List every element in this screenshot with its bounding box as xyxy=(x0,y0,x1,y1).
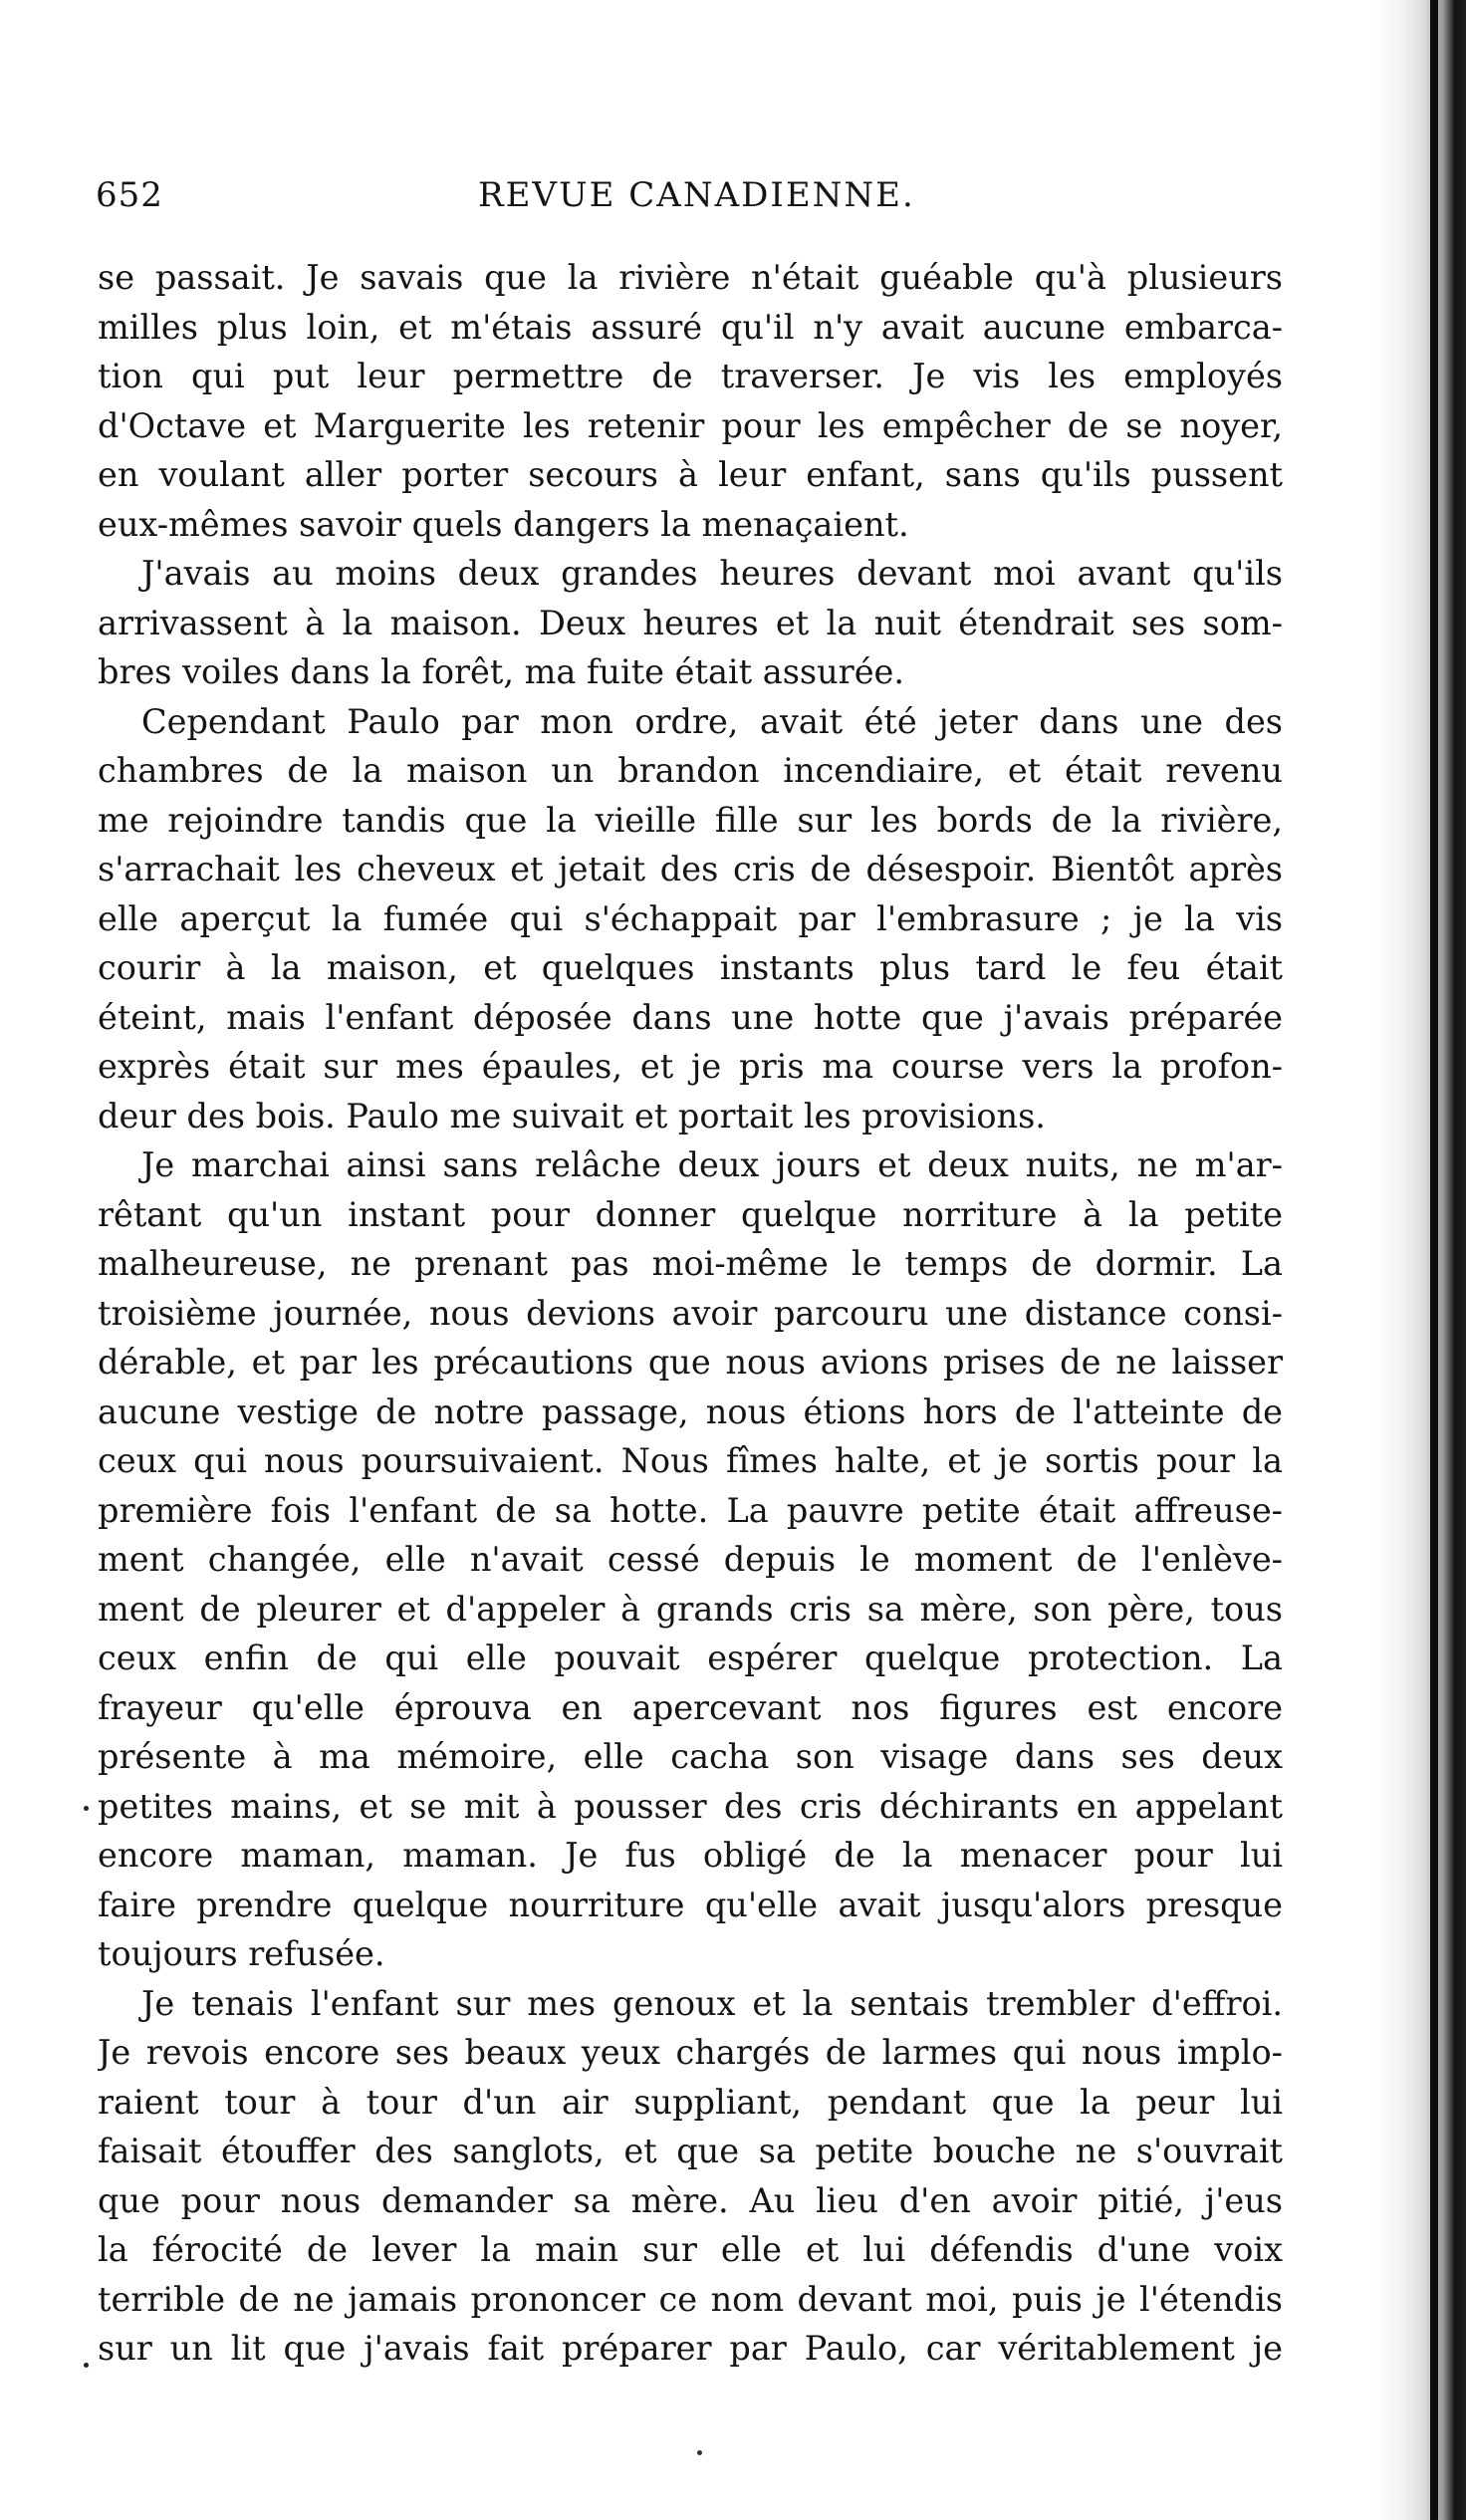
text-line: petites mains, et se mit à pousser des cris déchirants en appelant xyxy=(98,1786,1283,1826)
text-line: ment de pleurer et d'appeler à grands cris sa mère, son père, tous xyxy=(98,1589,1283,1629)
text-line: courir à la maison, et quelques instants plus tard le feu était xyxy=(98,948,1283,987)
text-line: sur un lit que j'avais fait préparer par Paulo, car véritablement je xyxy=(98,2329,1283,2368)
text-line: en voulant aller porter secours à leur enfant, sans qu'ils pussent xyxy=(98,455,1283,494)
text-line: ment changée, elle n'avait cessé depuis le moment de l'enlève- xyxy=(98,1540,1283,1579)
text-line: faisait étouffer des sanglots, et que sa petite bouche ne s'ouvrait xyxy=(98,2132,1283,2170)
text-line: dérable, et par les précautions que nous avions prises de ne laisser xyxy=(98,1343,1283,1382)
book-gutter-edge xyxy=(1430,0,1438,2520)
book-spine-shadow xyxy=(1374,0,1466,2520)
text-line: eux-mêmes savoir quels dangers la menaçaient. xyxy=(98,504,909,544)
text-line: elle aperçut la fumée qui s'échappait par l'embrasure ; je la vis xyxy=(98,898,1283,938)
text-line: d'Octave et Marguerite les retenir pour les empêcher de se noyer, xyxy=(98,405,1283,445)
page-number: 652 xyxy=(96,175,163,215)
body-text xyxy=(98,253,1283,2374)
text-line: éteint, mais l'enfant déposée dans une hotte que j'avais préparée xyxy=(98,997,1283,1037)
text-line: frayeur qu'elle éprouva en apercevant nos figures est encore xyxy=(98,1687,1283,1727)
margin-dot xyxy=(84,1806,89,1811)
text-line: ceux enfin de qui elle pouvait espérer quelque protection. La xyxy=(98,1638,1283,1677)
margin-dot xyxy=(84,2363,89,2368)
text-line: exprès était sur mes épaules, et je pris ma course vers la profon- xyxy=(98,1047,1283,1086)
text-line: deur des bois. Paulo me suivait et portait les provisions. xyxy=(98,1096,1046,1135)
text-line: aucune vestige de notre passage, nous étions hors de l'atteinte de xyxy=(98,1391,1283,1431)
text-line: me rejoindre tandis que la vieille fille sur les bords de la rivière, xyxy=(98,800,1283,840)
text-line: encore maman, maman. Je fus obligé de la menacer pour lui xyxy=(98,1836,1283,1875)
text-line: raient tour à tour d'un air suppliant, pendant que la peur lui xyxy=(98,2082,1283,2122)
text-line: milles plus loin, et m'étais assuré qu'il n'y avait aucune embarca- xyxy=(98,307,1283,347)
text-line: s'arrachait les cheveux et jetait des cris de désespoir. Bientôt après xyxy=(98,850,1283,888)
text-line: malheureuse, ne prenant pas moi-même le temps de dormir. La xyxy=(98,1244,1283,1283)
text-line: faire prendre quelque nourriture qu'elle avait jusqu'alors presque xyxy=(98,1885,1283,1924)
text-line: toujours refusée. xyxy=(98,1934,385,1973)
text-line: bres voiles dans la forêt, ma fuite était assurée. xyxy=(98,652,904,691)
page-header xyxy=(96,175,1251,227)
text-line: Cependant Paulo par mon ordre, avait été jeter dans une des xyxy=(141,701,1283,741)
text-line: ceux qui nous poursuivaient. Nous fîmes halte, et je sortis pour la xyxy=(98,1441,1283,1480)
text-line: première fois l'enfant de sa hotte. La pauvre petite était affreuse- xyxy=(98,1490,1283,1530)
text-line: J'avais au moins deux grandes heures devant moi avant qu'ils xyxy=(141,554,1283,593)
text-line: Je marchai ainsi sans relâche deux jours et deux nuits, ne m'ar- xyxy=(141,1145,1283,1184)
text-line: rêtant qu'un instant pour donner quelque norriture à la petite xyxy=(98,1194,1283,1234)
page-bottom-dot xyxy=(697,2450,702,2455)
text-line: terrible de ne jamais prononcer ce nom devant moi, puis je l'étendis xyxy=(98,2279,1283,2319)
text-line: chambres de la maison un brandon incendiaire, et était revenu xyxy=(98,751,1283,790)
text-line: se passait. Je savais que la rivière n'était guéable qu'à plusieurs xyxy=(98,258,1283,297)
text-line: tion qui put leur permettre de traverser. Je vis les employés xyxy=(98,357,1283,395)
text-line: Je tenais l'enfant sur mes genoux et la sentais trembler d'effroi. xyxy=(141,1983,1283,2023)
text-line: Je revois encore ses beaux yeux chargés de larmes qui nous implo- xyxy=(98,2033,1283,2072)
running-title: REVUE CANADIENNE. xyxy=(478,175,915,215)
text-line: que pour nous demander sa mère. Au lieu d'en avoir pitié, j'eus xyxy=(98,2180,1283,2220)
text-line: la férocité de lever la main sur elle et lui défendis d'une voix xyxy=(98,2230,1283,2269)
text-line: arrivassent à la maison. Deux heures et la nuit étendrait ses som- xyxy=(98,603,1283,642)
text-line: troisième journée, nous devions avoir parcouru une distance consi- xyxy=(98,1293,1283,1333)
text-line: présente à ma mémoire, elle cacha son visage dans ses deux xyxy=(98,1737,1283,1776)
